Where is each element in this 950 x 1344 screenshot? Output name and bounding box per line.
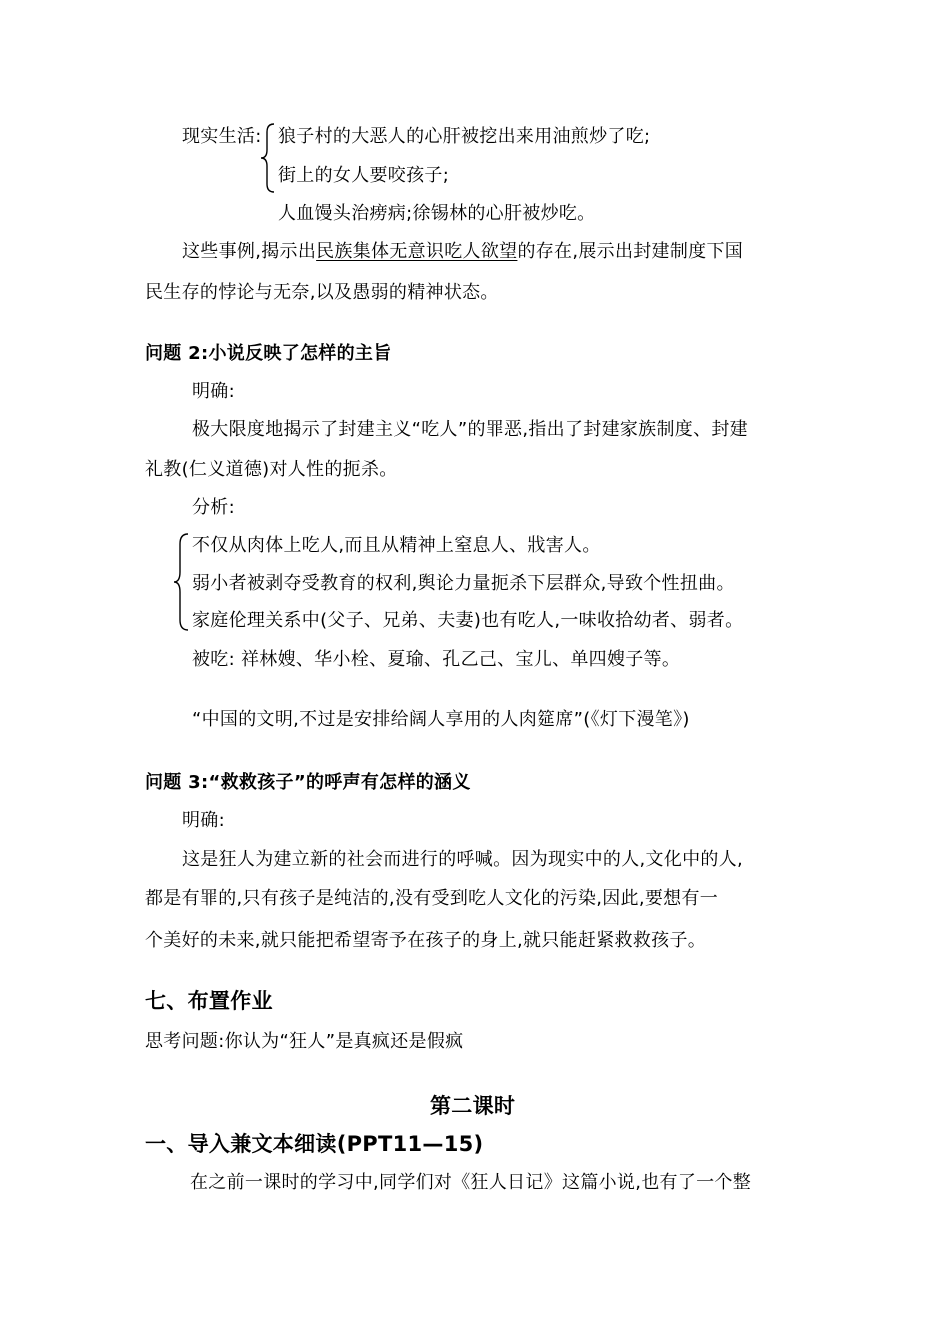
lesson2-title: 第二课时 xyxy=(430,1094,516,1118)
events-paragraph-line1 xyxy=(182,240,743,264)
lesson2-intro: 在之前一课时的学习中,同学们对《狂人日记》这篇小说,也有了一个整 xyxy=(190,1172,752,1193)
question2-clear-label: 明确: xyxy=(192,381,235,402)
question2-title: 问题 2:小说反映了怎样的主旨 xyxy=(145,343,392,364)
question3-clear-label: 明确: xyxy=(182,810,225,831)
reality-item: 街上的女人要咬孩子; xyxy=(278,165,450,186)
eaten-list: 被吃: 祥林嫂、华小栓、夏瑜、孔乙己、宝儿、单四嫂子等。 xyxy=(192,649,681,670)
question3-line2: 都是有罪的,只有孩子是纯洁的,没有受到吃人文化的污染,因此,要想有一 xyxy=(145,888,719,909)
question2-answer-line2: 礼教(仁义道德)对人性的扼杀。 xyxy=(145,459,398,480)
analysis-item: 弱小者被剥夺受教育的权利,舆论力量扼杀下层群众,导致个性扭曲。 xyxy=(192,573,735,594)
section7-heading: 七、布置作业 xyxy=(145,989,273,1013)
events-lead-text: 这些事例,揭示出 xyxy=(182,241,317,262)
question3-title: 问题 3:“救救孩子”的呼声有怎样的涵义 xyxy=(145,772,471,793)
question2-analysis-label: 分析: xyxy=(192,497,235,518)
reality-item: 人血馒头治痨病;徐锡林的心肝被炒吃。 xyxy=(278,203,596,224)
question3-line3: 个美好的未来,就只能把希望寄予在孩子的身上,就只能赶紧救救孩子。 xyxy=(145,930,707,951)
events-paragraph-line2: 民生存的悖论与无奈,以及愚弱的精神状态。 xyxy=(145,282,499,303)
reality-item: 狼子村的大恶人的心肝被挖出来用油煎炒了吃; xyxy=(278,126,651,147)
lesson2-heading: 一、导入兼文本细读(PPT11—15) xyxy=(145,1132,484,1156)
section7-task: 思考问题:你认为“狂人”是真疯还是假疯 xyxy=(145,1031,464,1052)
events-rest-text: 的存在,展示出封建制度下国 xyxy=(517,241,744,262)
left-brace-icon xyxy=(171,532,191,632)
events-underlined-text: 民族集体无意识吃人欲望 xyxy=(316,241,518,262)
question3-line1: 这是狂人为建立新的社会而进行的呼喊。因为现实中的人,文化中的人, xyxy=(182,849,744,870)
reality-label: 现实生活: xyxy=(182,126,262,147)
analysis-item: 家庭伦理关系中(父子、兄弟、夫妻)也有吃人,一味收拾幼者、弱者。 xyxy=(192,610,744,631)
analysis-item: 不仅从肉体上吃人,而且从精神上窒息人、戕害人。 xyxy=(192,535,601,556)
left-brace-icon xyxy=(258,122,278,194)
question2-answer-line1: 极大限度地揭示了封建主义“吃人”的罪恶,指出了封建家族制度、封建 xyxy=(192,419,748,440)
quote-line: “中国的文明,不过是安排给阔人享用的人肉筵席”(《灯下漫笔》) xyxy=(192,709,690,730)
